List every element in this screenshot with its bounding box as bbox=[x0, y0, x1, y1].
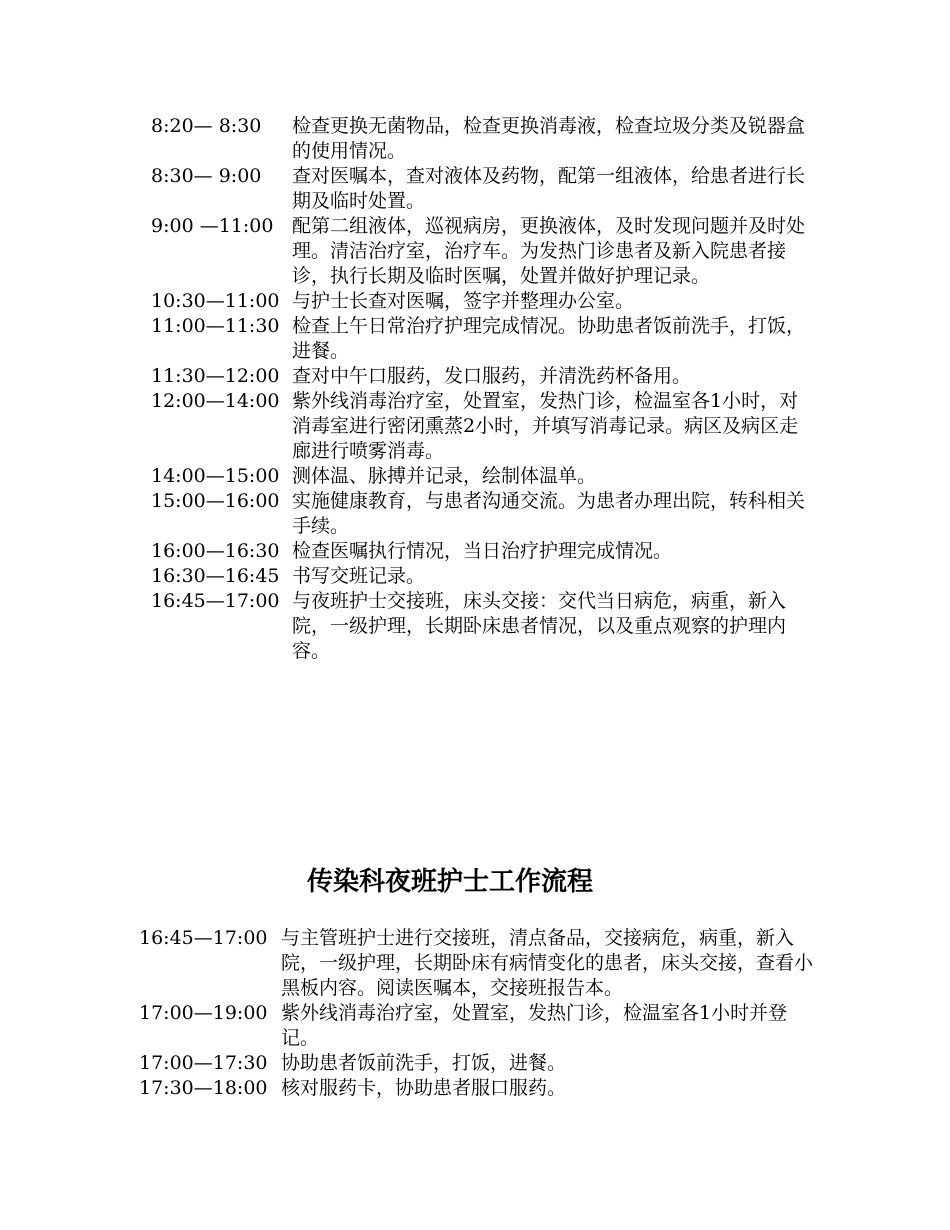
time-slot: 8:30— 9:00 bbox=[151, 165, 262, 187]
day-shift-schedule bbox=[151, 114, 812, 664]
section-title: 传染科夜班护士工作流程 bbox=[306, 867, 593, 897]
time-slot: 17:30—18:00 bbox=[139, 1077, 268, 1099]
task-description: 查对医嘱本，查对液体及药物，配第一组液体，给患者进行长期及临时处置。 bbox=[292, 165, 806, 212]
task-description: 实施健康教育，与患者沟通交流。为患者办理出院，转科相关手续。 bbox=[292, 490, 806, 537]
time-slot: 14:00—15:00 bbox=[151, 465, 280, 487]
time-slot: 16:45—17:00 bbox=[139, 927, 268, 949]
night-shift-schedule bbox=[139, 926, 813, 1101]
time-slot: 17:00—19:00 bbox=[139, 1002, 268, 1024]
time-slot: 12:00—14:00 bbox=[151, 390, 280, 412]
task-description: 配第二组液体，巡视病房，更换液体，及时发现问题并及时处理。清洁治疗室，治疗车。为发热门诊患者及新入院患者接诊，执行长期及临时医嘱，处置并做好护理记录。 bbox=[292, 215, 806, 287]
task-description: 与主管班护士进行交接班，清点备品，交接病危，病重，新入院，一级护理，长期卧床有病情变化的患者，床头交接，查看小黑板内容。阅读医嘱本，交接班报告本。 bbox=[281, 927, 814, 999]
time-slot: 17:00—17:30 bbox=[139, 1052, 268, 1074]
task-description: 检查更换无菌物品，检查更换消毒液，检查垃圾分类及锐器盒的使用情况。 bbox=[292, 115, 806, 162]
task-description: 紫外线消毒治疗室，处置室，发热门诊，检温室各1小时并登记。 bbox=[281, 1002, 788, 1049]
time-slot: 16:00—16:30 bbox=[151, 540, 280, 562]
task-description: 查对中午口服药，发口服药，并清洗药杯备用。 bbox=[292, 365, 692, 387]
time-slot: 11:30—12:00 bbox=[151, 365, 280, 387]
task-description: 与护士长查对医嘱，签字并整理办公室。 bbox=[292, 290, 635, 312]
task-description: 检查上午日常治疗护理完成情况。协助患者饭前洗手，打饭，进餐。 bbox=[292, 315, 806, 362]
time-slot: 11:00—11:30 bbox=[151, 315, 280, 337]
task-description: 协助患者饭前洗手，打饭，进餐。 bbox=[281, 1052, 567, 1074]
task-description: 紫外线消毒治疗室，处置室，发热门诊，检温室各1小时，对消毒室进行密闭熏蒸2小时，并填写消毒记录。病区及病区走廊进行喷雾消毒。 bbox=[292, 390, 799, 462]
task-description: 书写交班记录。 bbox=[292, 565, 426, 587]
time-slot: 15:00—16:00 bbox=[151, 490, 280, 512]
time-slot: 16:30—16:45 bbox=[151, 565, 280, 587]
task-description: 核对服药卡，协助患者服口服药。 bbox=[281, 1077, 567, 1099]
time-slot: 10:30—11:00 bbox=[151, 290, 280, 312]
task-description: 检查医嘱执行情况，当日治疗护理完成情况。 bbox=[292, 540, 673, 562]
time-slot: 8:20— 8:30 bbox=[151, 115, 262, 137]
task-description: 与夜班护士交接班，床头交接：交代当日病危，病重，新入院，一级护理，长期卧床患者情况，以及重点观察的护理内容。 bbox=[292, 590, 787, 662]
time-slot: 9:00 —11:00 bbox=[151, 215, 274, 237]
time-slot: 16:45—17:00 bbox=[151, 590, 280, 612]
task-description: 测体温、脉搏并记录，绘制体温单。 bbox=[292, 465, 597, 487]
